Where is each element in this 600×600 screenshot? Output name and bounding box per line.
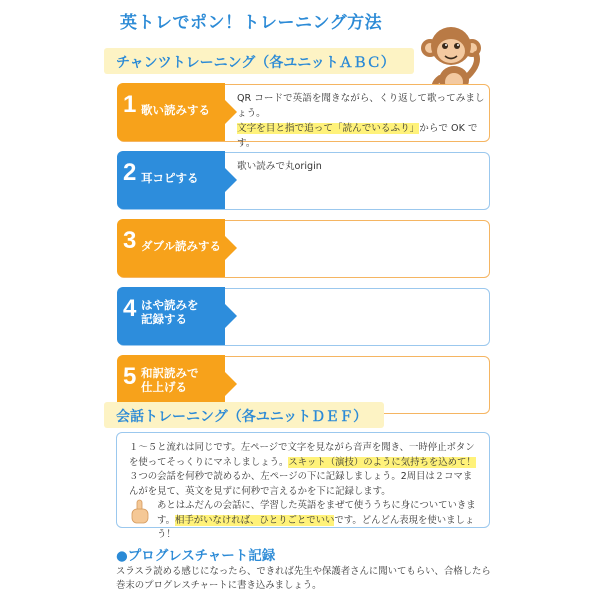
step-1-card [118, 84, 490, 149]
step-5-number: 5 [123, 363, 137, 390]
talk-section-title: 会話トレーニング（各ユニットＤＥＦ） [116, 409, 368, 425]
step-3-number: 3 [123, 227, 137, 254]
page-title: 英トレでポン！トレーニング方法 [120, 13, 383, 33]
step-4-label: はや読みを 記録する [141, 298, 199, 327]
step-1-number: 1 [123, 91, 137, 118]
step-4-tag [117, 287, 225, 345]
step-1-label: 歌い読みする [141, 103, 210, 117]
chants-section-banner [104, 48, 414, 74]
step-2-label: 耳コピする [141, 171, 199, 185]
progress-text: スラスラ読める感じになったら、できれば先生や保護者さんに聞いてもらい、合格したら巻末のプログレスチャートに書き込みましょう。 [116, 566, 491, 591]
talk-box [116, 432, 490, 540]
talk-paragraph: １～５と流れは同じです。左ページで文字を見ながら音声を聞き、一時停止ボタンを使ってそっくりにマネしましょう。スキット（演技）のように気持ちを込めて！３つの会話を何秒で読めるか、左ページの下に記録しましょう。2周目は２コマまんがを見て、英文を見ずに何秒で言えるかを下に記録します。 [129, 442, 476, 497]
talk-section-banner [104, 402, 384, 428]
progress-heading: ●プログレスチャート記録 [116, 548, 276, 564]
step-2-text: 歌い読みで丸origin [237, 161, 322, 172]
step-2-tag [117, 151, 225, 209]
step-3-card [118, 220, 490, 278]
step-4-card [118, 288, 490, 346]
talk-tip: あとはふだんの会話に、学習した英語をまぜて使ううちに身についていきます。相手がいなければ、ひとりごとでいいです。どんどん表現を使いましょう！ [157, 500, 476, 540]
step-2-card [118, 152, 490, 210]
step-1-tag [117, 83, 225, 141]
step-5-label: 和訳読みで 仕上げる [141, 366, 199, 395]
chants-section-title: チャンツトレーニング（各ユニットＡＢＣ） [116, 55, 395, 71]
step-3-tag [117, 219, 225, 277]
step-1-text: QR コードで英語を聞きながら、くり返して歌ってみましょう。 文字を目と指で追って「読んでいるふり」からで OK です。 [237, 93, 485, 149]
pointing-hand-icon [129, 499, 151, 525]
step-4-number: 4 [123, 295, 137, 322]
step-3-label: ダブル読みする [141, 239, 222, 253]
step-2-number: 2 [123, 159, 137, 186]
